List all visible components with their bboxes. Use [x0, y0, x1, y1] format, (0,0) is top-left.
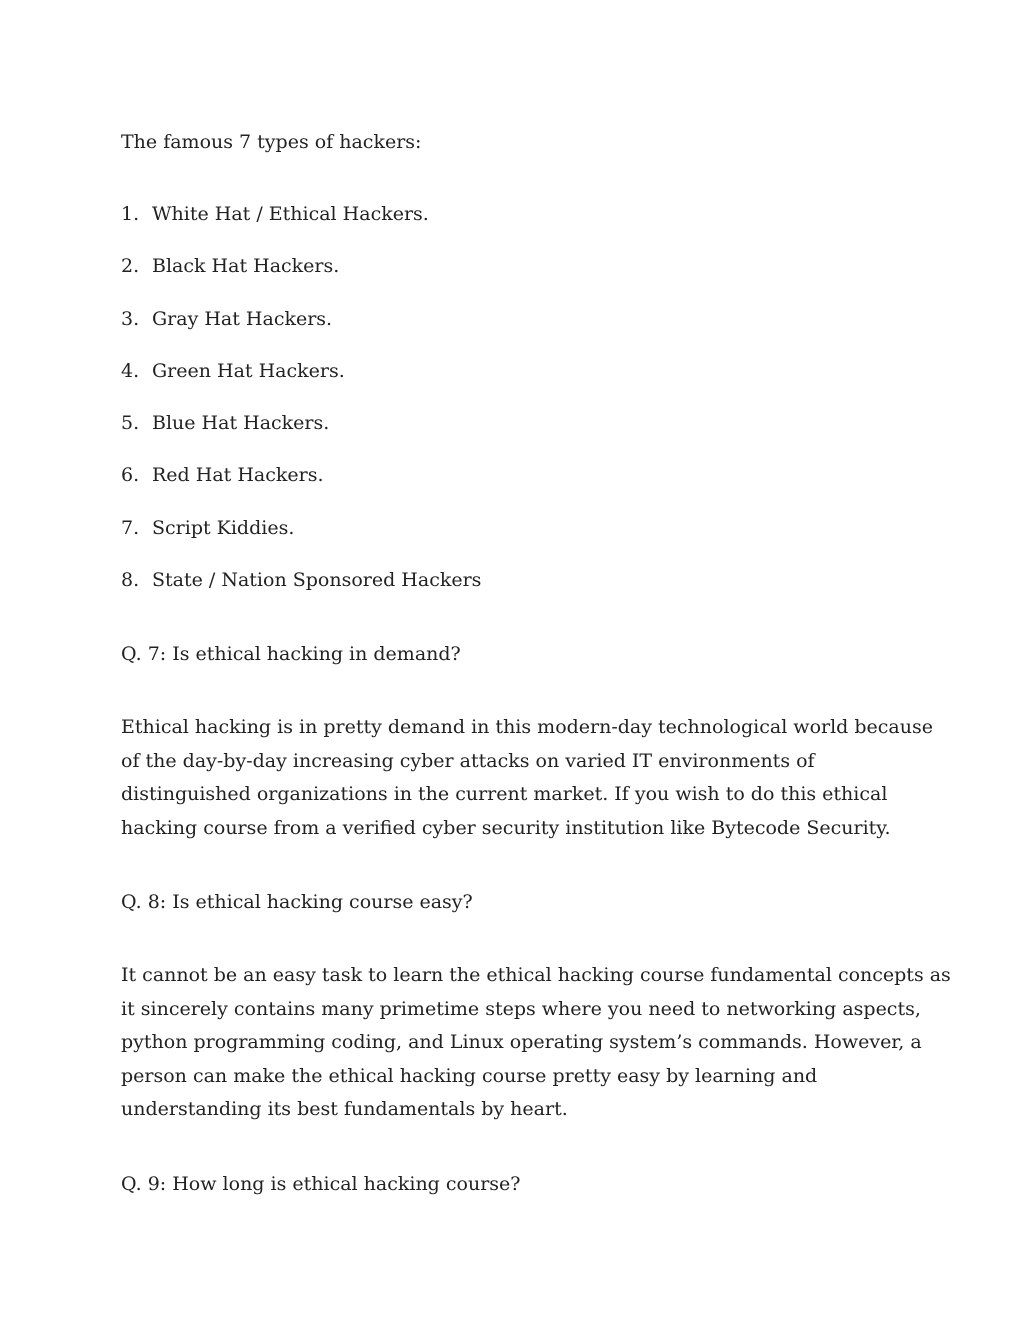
- hacker-types-list: [121, 202, 481, 620]
- paragraph-line: it sincerely contains many primetime steps where you need to networking aspects,: [121, 997, 921, 1020]
- list-number: 8.: [121, 569, 140, 592]
- paragraph-line: It cannot be an easy task to learn the ethical hacking course fundamental concepts as: [121, 964, 951, 986]
- paragraph-line: python programming coding, and Linux operating system’s commands. However, a: [121, 1031, 922, 1054]
- question-9-heading: Q. 9: How long is ethical hacking course?: [121, 1173, 521, 1195]
- list-item-text: White Hat / Ethical Hackers.: [152, 203, 429, 225]
- list-item: [121, 202, 481, 254]
- list-item-text: Blue Hat Hackers.: [152, 412, 330, 435]
- paragraph-line: person can make the ethical hacking course pretty easy by learning and: [121, 1064, 818, 1087]
- list-number: 2.: [121, 255, 140, 278]
- answer-8-paragraph: [121, 959, 951, 1127]
- list-item-text: Script Kiddies.: [152, 516, 295, 539]
- question-8-heading: Q. 8: Is ethical hacking course easy?: [121, 891, 473, 913]
- paragraph-line: of the day-by-day increasing cyber attacks on varied IT environments of: [121, 749, 815, 772]
- list-number: 5.: [121, 412, 140, 435]
- list-item: [121, 463, 481, 515]
- paragraph-line: distinguished organizations in the current market. If you wish to do this ethical: [121, 783, 888, 806]
- list-item: [121, 411, 481, 463]
- list-number: 4.: [121, 359, 140, 382]
- list-number: 1.: [121, 203, 140, 225]
- list-item-text: Black Hat Hackers.: [152, 255, 340, 278]
- list-item: [121, 254, 481, 306]
- list-item-text: Red Hat Hackers.: [152, 464, 324, 487]
- list-item: [121, 307, 481, 359]
- list-item-text: Gray Hat Hackers.: [152, 307, 333, 330]
- list-number: 6.: [121, 464, 140, 487]
- paragraph-line: Ethical hacking is in pretty demand in this modern-day technological world because: [121, 716, 933, 738]
- intro-text: The famous 7 types of hackers:: [121, 131, 422, 153]
- paragraph-line: understanding its best fundamentals by heart.: [121, 1098, 568, 1121]
- list-item: [121, 359, 481, 411]
- paragraph-line: hacking course from a verified cyber security institution like Bytecode Security.: [121, 816, 891, 839]
- list-item-text: Green Hat Hackers.: [152, 359, 345, 382]
- answer-7-paragraph: [121, 711, 933, 845]
- question-7-heading: Q. 7: Is ethical hacking in demand?: [121, 643, 461, 665]
- list-item-text: State / Nation Sponsored Hackers: [152, 569, 482, 592]
- list-item: [121, 568, 481, 620]
- list-item: [121, 516, 481, 568]
- list-number: 7.: [121, 516, 140, 539]
- list-number: 3.: [121, 307, 140, 330]
